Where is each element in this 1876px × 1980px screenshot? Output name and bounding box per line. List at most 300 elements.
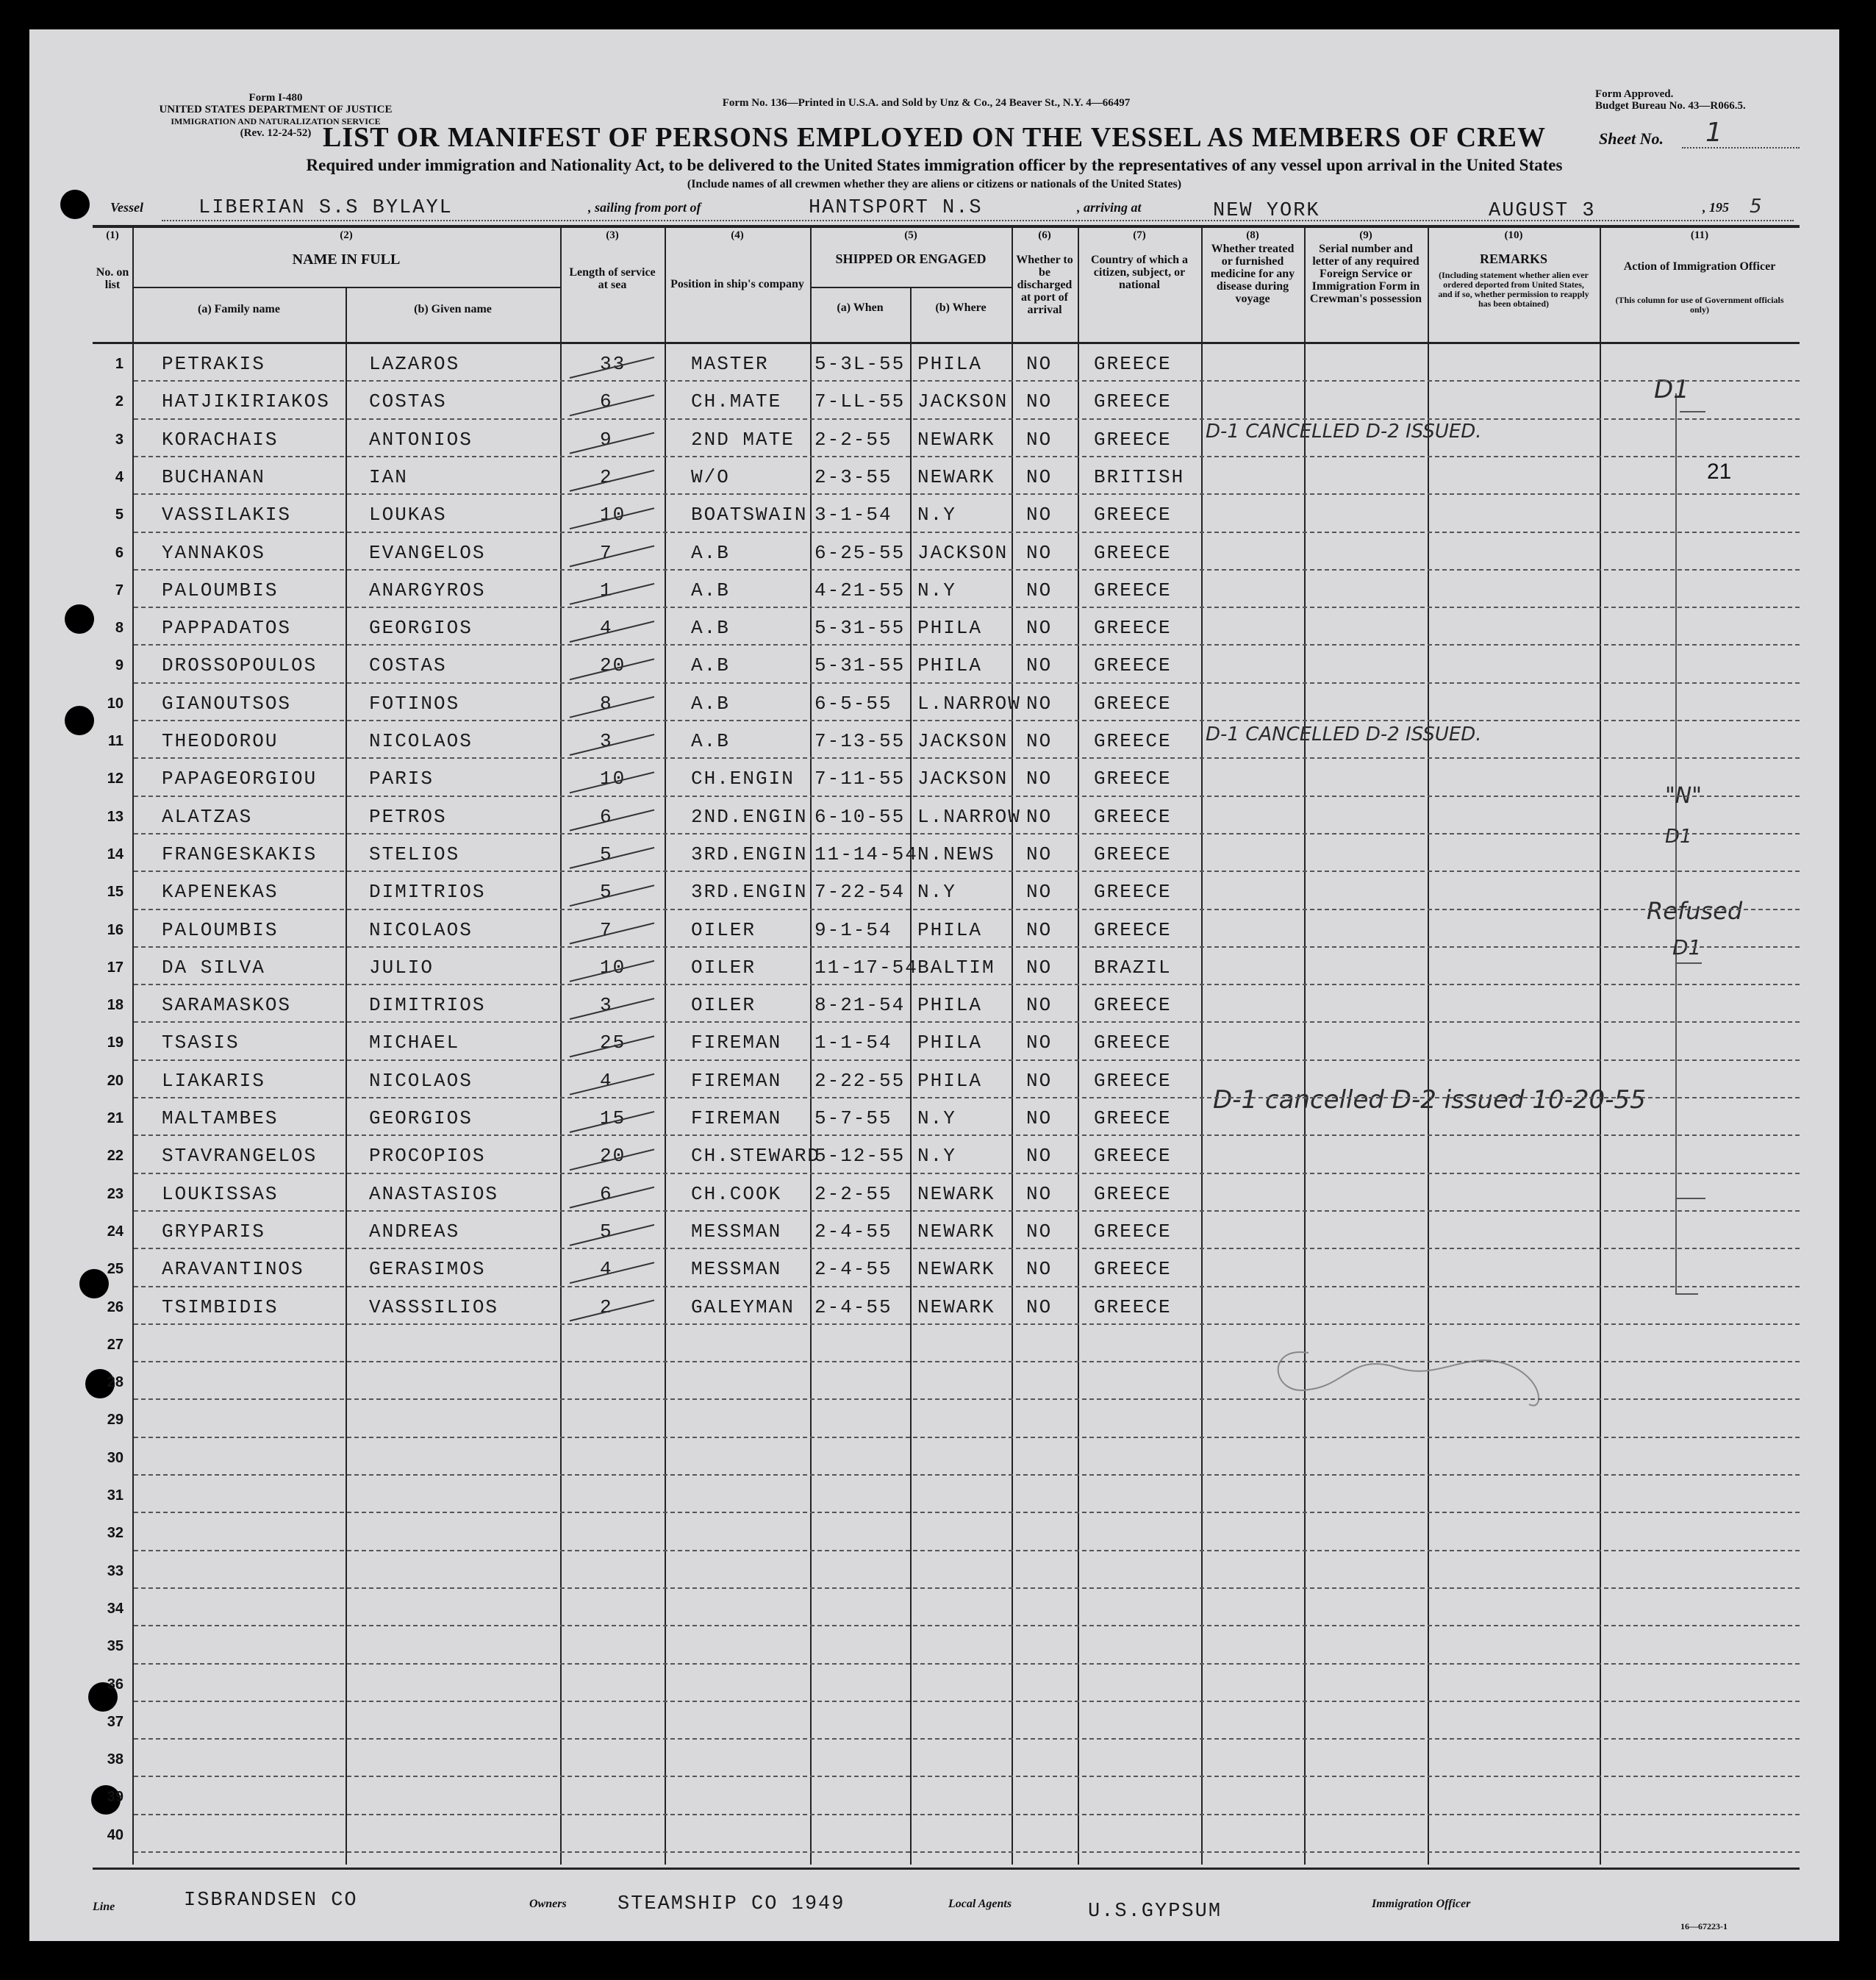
form-id: Form I-480 [248, 92, 303, 104]
length-tick [570, 1187, 654, 1208]
official-count: 21 [1707, 460, 1732, 484]
row-separator [134, 1550, 1800, 1551]
cell-family: PETRAKIS [162, 353, 265, 375]
row-separator [134, 1851, 1800, 1853]
cell-length: 5 [600, 843, 613, 865]
length-tick [570, 1036, 654, 1057]
cell-country: GREECE [1094, 692, 1172, 715]
cell-given: COSTAS [369, 654, 447, 677]
row-number: 40 [107, 1826, 123, 1843]
row-separator [134, 1663, 1800, 1665]
row-separator [134, 493, 1800, 495]
cell-family: KORACHAIS [162, 428, 279, 451]
cell-given: PROCOPIOS [369, 1145, 486, 1168]
cell-country: GREECE [1094, 504, 1172, 526]
row-number: 38 [107, 1751, 123, 1768]
cell-length: 7 [600, 541, 613, 564]
row-number: 26 [107, 1298, 123, 1315]
cell-when: 1-1-54 [815, 1032, 892, 1054]
row-separator [134, 1248, 1800, 1249]
cell-discharged: NO [1026, 654, 1053, 677]
cell-discharged: NO [1026, 390, 1053, 413]
cell-when: 7-13-55 [815, 730, 906, 752]
row-separator [134, 720, 1800, 721]
cell-when: 3-1-54 [815, 504, 892, 526]
cell-discharged: NO [1026, 617, 1053, 640]
row-separator [134, 833, 1800, 834]
cell-discharged: NO [1026, 1069, 1053, 1092]
cell-family: ARAVANTINOS [162, 1258, 304, 1281]
cell-given: NICOLAOS [369, 918, 473, 941]
cell-length: 4 [600, 1258, 613, 1281]
manifest-sheet [29, 29, 1839, 1941]
row-number: 12 [107, 771, 123, 787]
row-number: 14 [107, 846, 123, 862]
row-number: 36 [107, 1676, 123, 1693]
cell-where: NEWARK [917, 1182, 995, 1205]
cell-family: KAPENEKAS [162, 881, 279, 904]
cell-given: VASSSILIOS [369, 1295, 499, 1318]
cell-where: PHILA [917, 654, 983, 677]
cell-position: GALEYMAN [691, 1295, 795, 1318]
remark-row-10: D-1 CANCELLED D-2 ISSUED. [1206, 723, 1482, 746]
row-number: 23 [107, 1185, 123, 1202]
cell-country: GREECE [1094, 918, 1172, 941]
cell-length: 6 [600, 805, 613, 828]
header-remarks: REMARKS [1479, 251, 1547, 266]
row-number: 30 [107, 1449, 123, 1466]
row-separator [134, 456, 1800, 457]
cell-length: 4 [600, 617, 613, 640]
cell-when: 6-10-55 [815, 805, 906, 828]
row-number: 32 [107, 1525, 123, 1542]
row-separator [134, 1814, 1800, 1815]
row-separator [134, 1512, 1800, 1513]
length-tick [570, 1262, 654, 1283]
row-separator [134, 909, 1800, 910]
cell-family: ALATZAS [162, 805, 253, 828]
cell-where: PHILA [917, 1032, 983, 1054]
cell-where: JACKSON [917, 730, 1009, 752]
cell-country: GREECE [1094, 579, 1172, 601]
cell-country: GREECE [1094, 1220, 1172, 1243]
row-separator [134, 1323, 1800, 1325]
length-tick [570, 508, 654, 529]
cell-given: NICOLAOS [369, 730, 473, 752]
cell-given: FOTINOS [369, 692, 460, 715]
row-separator [134, 1474, 1800, 1476]
length-tick [570, 848, 654, 868]
immigration-officer-label: Immigration Officer [1372, 1898, 1471, 1910]
cell-country: BRITISH [1094, 465, 1185, 488]
cell-discharged: NO [1026, 956, 1053, 979]
official-mark-n: "N" [1665, 783, 1703, 809]
cell-given: DIMITRIOS [369, 881, 486, 904]
row-number: 17 [107, 959, 123, 976]
cell-given: MICHAEL [369, 1032, 460, 1054]
page-subtitle-note: (Include names of all crewmen whether they are aliens or citizens or nationals of the United States) [687, 178, 1182, 190]
cell-when: 9-1-54 [815, 918, 892, 941]
col-num: (6) [1038, 229, 1051, 241]
length-tick [570, 546, 654, 567]
cell-given: ANTONIOS [369, 428, 473, 451]
length-tick [570, 1301, 654, 1321]
cell-length: 6 [600, 390, 613, 413]
row-number: 33 [107, 1562, 123, 1579]
cell-where: PHILA [917, 994, 983, 1017]
cell-position: MASTER [691, 353, 769, 375]
row-separator [134, 796, 1800, 797]
cell-when: 2-4-55 [815, 1220, 892, 1243]
cell-length: 33 [600, 353, 626, 375]
cell-where: L.NARROW [917, 692, 1021, 715]
cell-length: 10 [600, 956, 626, 979]
row-separator [134, 1097, 1800, 1098]
cell-country: GREECE [1094, 1182, 1172, 1205]
remark-row-2: D-1 CANCELLED D-2 ISSUED. [1206, 421, 1482, 443]
header-family-name: (a) Family name [198, 303, 280, 315]
cell-when: 6-5-55 [815, 692, 892, 715]
length-tick [570, 659, 654, 679]
header-action: Action of Immigration Officer [1623, 260, 1776, 273]
row-number: 29 [107, 1412, 123, 1429]
cell-family: STAVRANGELOS [162, 1145, 318, 1168]
arrival-date: AUGUST 3 [1489, 200, 1596, 222]
cell-where: N.Y [917, 1145, 956, 1168]
cell-family: YANNAKOS [162, 541, 265, 564]
local-agents-label: Local Agents [948, 1898, 1012, 1910]
header-serial-number: Serial number and letter of any required Foreign Service or Immigration Form in Crewman's possession [1309, 243, 1422, 305]
cell-position: A.B [691, 617, 730, 640]
cell-country: GREECE [1094, 730, 1172, 752]
cell-when: 2-2-55 [815, 1182, 892, 1205]
length-tick [570, 697, 654, 718]
row-separator [134, 984, 1800, 985]
col-num: (10) [1504, 229, 1523, 241]
cell-family: TSASIS [162, 1032, 240, 1054]
cell-where: PHILA [917, 1069, 983, 1092]
cell-discharged: NO [1026, 730, 1053, 752]
cell-country: GREECE [1094, 1295, 1172, 1318]
row-separator [134, 1173, 1800, 1174]
row-number: 39 [107, 1789, 123, 1806]
cell-country: GREECE [1094, 994, 1172, 1017]
row-separator [134, 1738, 1800, 1740]
length-tick [570, 810, 654, 831]
cell-when: 8-21-54 [815, 994, 906, 1017]
row-separator [134, 946, 1800, 948]
cell-discharged: NO [1026, 994, 1053, 1017]
header-when: (a) When [837, 301, 884, 314]
cell-discharged: NO [1026, 465, 1053, 488]
cell-given: NICOLAOS [369, 1069, 473, 1092]
cell-discharged: NO [1026, 918, 1053, 941]
row-number: 31 [107, 1487, 123, 1504]
row-separator [134, 532, 1800, 533]
cell-where: BALTIM [917, 956, 995, 979]
cell-position: W/O [691, 465, 730, 488]
cell-discharged: NO [1026, 881, 1053, 904]
cell-where: PHILA [917, 353, 983, 375]
cell-length: 5 [600, 1220, 613, 1243]
cell-where: NEWARK [917, 1295, 995, 1318]
cell-given: EVANGELOS [369, 541, 486, 564]
cell-position: MESSMAN [691, 1258, 782, 1281]
length-tick [570, 772, 654, 793]
row-number: 27 [107, 1336, 123, 1353]
header-position: Position in ship's company [670, 278, 804, 290]
cell-given: DIMITRIOS [369, 994, 486, 1017]
footer-code: 16—67223-1 [1680, 1921, 1728, 1931]
cell-position: CH.STEWARD [691, 1145, 821, 1168]
cell-country: GREECE [1094, 390, 1172, 413]
owners-value: STEAMSHIP CO 1949 [617, 1893, 845, 1915]
cell-family: LIAKARIS [162, 1069, 265, 1092]
row-number: 11 [107, 733, 123, 749]
cell-position: 3RD.ENGIN [691, 843, 808, 865]
cell-position: 2ND.ENGIN [691, 805, 808, 828]
length-tick [570, 735, 654, 755]
row-separator [134, 1776, 1800, 1777]
cell-when: 5-31-55 [815, 654, 906, 677]
row-number: 9 [115, 657, 123, 674]
cell-where: NEWARK [917, 465, 995, 488]
cell-discharged: NO [1026, 428, 1053, 451]
cell-position: OILER [691, 956, 756, 979]
cell-discharged: NO [1026, 1032, 1053, 1054]
line-label: Line [93, 1901, 115, 1913]
cell-given: GEORGIOS [369, 1107, 473, 1129]
cell-position: A.B [691, 692, 730, 715]
row-number: 10 [107, 695, 123, 712]
row-number: 16 [107, 921, 123, 938]
cell-position: FIREMAN [691, 1107, 782, 1129]
cell-where: N.Y [917, 504, 956, 526]
cell-length: 6 [600, 1182, 613, 1205]
cell-country: GREECE [1094, 654, 1172, 677]
cell-position: BOATSWAIN [691, 504, 808, 526]
length-tick [570, 433, 654, 454]
length-tick [570, 357, 654, 378]
cell-where: NEWARK [917, 1220, 995, 1243]
cell-where: N.Y [917, 881, 956, 904]
row-number: 15 [107, 884, 123, 901]
cell-family: BUCHANAN [162, 465, 265, 488]
cell-country: GREECE [1094, 881, 1172, 904]
cell-country: GREECE [1094, 1107, 1172, 1129]
cell-length: 2 [600, 1295, 613, 1318]
cell-length: 15 [600, 1107, 626, 1129]
length-tick [570, 1225, 654, 1245]
cell-position: CH.ENGIN [691, 768, 795, 790]
header-given-name: (b) Given name [414, 303, 492, 315]
cell-country: GREECE [1094, 541, 1172, 564]
official-mark-row-1: D1 [1654, 375, 1689, 404]
row-separator [134, 871, 1800, 872]
sheet-number: 1 [1705, 118, 1722, 148]
row-number: 34 [107, 1600, 123, 1617]
row-number: 20 [107, 1072, 123, 1089]
row-number: 35 [107, 1638, 123, 1655]
printer-line: Form No. 136—Printed in U.S.A. and Sold by Unz & Co., 24 Beaver St., N.Y. 4—66497 [722, 97, 1131, 109]
cell-position: CH.COOK [691, 1182, 782, 1205]
row-number: 5 [115, 507, 123, 523]
cell-discharged: NO [1026, 1258, 1053, 1281]
agency-name: UNITED STATES DEPARTMENT OF JUSTICE [159, 104, 393, 115]
cell-given: ANARGYROS [369, 579, 486, 601]
row-number: 8 [115, 620, 123, 637]
cell-given: JULIO [369, 956, 434, 979]
year-prefix: , 195 [1703, 200, 1729, 215]
cell-family: SARAMASKOS [162, 994, 292, 1017]
cell-where: L.NARROW [917, 805, 1021, 828]
cell-length: 1 [600, 579, 613, 601]
cell-length: 10 [600, 504, 626, 526]
cell-family: HATJIKIRIAKOS [162, 390, 330, 413]
cell-discharged: NO [1026, 1220, 1053, 1243]
cell-position: CH.MATE [691, 390, 782, 413]
col-num: (2) [340, 229, 353, 241]
sheet-label: Sheet No. [1599, 129, 1664, 148]
cell-given: COSTAS [369, 390, 447, 413]
cell-where: N.NEWS [917, 843, 995, 865]
cell-when: 5-7-55 [815, 1107, 892, 1129]
row-number: 25 [107, 1261, 123, 1278]
cell-length: 7 [600, 918, 613, 941]
cell-when: 7-11-55 [815, 768, 906, 790]
cell-family: GIANOUTSOS [162, 692, 292, 715]
cell-where: PHILA [917, 918, 983, 941]
cell-where: JACKSON [917, 390, 1009, 413]
row-separator [134, 1059, 1800, 1061]
length-tick [570, 471, 654, 491]
cell-family: GRYPARIS [162, 1220, 265, 1243]
cell-country: GREECE [1094, 1258, 1172, 1281]
cell-when: 11-14-54 [815, 843, 918, 865]
col-num: (1) [106, 229, 119, 241]
cell-family: DROSSOPOULOS [162, 654, 318, 677]
cell-given: IAN [369, 465, 408, 488]
local-agents-value: U.S.GYPSUM [1088, 1901, 1222, 1923]
cell-family: PAPPADATOS [162, 617, 292, 640]
row-number: 24 [107, 1223, 123, 1240]
col-num: (5) [904, 229, 917, 241]
length-tick [570, 961, 654, 982]
cell-discharged: NO [1026, 768, 1053, 790]
row-separator [134, 607, 1800, 608]
cell-country: GREECE [1094, 428, 1172, 451]
header-discharged: Whether to be discharged at port of arrival [1016, 254, 1073, 316]
cell-country: GREECE [1094, 843, 1172, 865]
row-number: 21 [107, 1110, 123, 1126]
header-length-of-service: Length of service at sea [569, 266, 656, 291]
cell-discharged: NO [1026, 504, 1053, 526]
length-tick [570, 621, 654, 642]
cell-given: STELIOS [369, 843, 460, 865]
cell-position: MESSMAN [691, 1220, 782, 1243]
length-tick [570, 1149, 654, 1170]
cell-position: 2ND MATE [691, 428, 795, 451]
cell-when: 2-4-55 [815, 1258, 892, 1281]
cell-country: BRAZIL [1094, 956, 1172, 979]
row-number: 4 [115, 468, 123, 485]
cell-when: 2-4-55 [815, 1295, 892, 1318]
cell-discharged: NO [1026, 692, 1053, 715]
cell-discharged: NO [1026, 843, 1053, 865]
page-title: LIST OR MANIFEST OF PERSONS EMPLOYED ON THE VESSEL AS MEMBERS OF CREW [323, 122, 1546, 153]
owners-label: Owners [529, 1898, 567, 1910]
header-medicine: Whether treated or furnished medicine for any disease during voyage [1210, 243, 1295, 305]
cell-discharged: NO [1026, 579, 1053, 601]
year-suffix: 5 [1750, 196, 1762, 218]
row-number: 6 [115, 544, 123, 561]
form-revision: (Rev. 12-24-52) [240, 127, 312, 139]
cell-country: GREECE [1094, 1145, 1172, 1168]
cell-when: 7-LL-55 [815, 390, 906, 413]
cell-length: 4 [600, 1069, 613, 1092]
vessel-name: LIBERIAN S.S BYLAYL [198, 197, 453, 219]
cell-family: PALOUMBIS [162, 579, 279, 601]
header-country: Country of which a citizen, subject, or national [1090, 254, 1188, 291]
row-separator [134, 1361, 1800, 1362]
cell-family: MALTAMBES [162, 1107, 279, 1129]
row-number: 13 [107, 808, 123, 825]
row-separator [134, 1437, 1800, 1438]
cell-discharged: NO [1026, 353, 1053, 375]
cell-where: N.Y [917, 1107, 956, 1129]
row-number: 37 [107, 1713, 123, 1730]
row-separator [134, 569, 1800, 571]
row-separator [134, 1210, 1800, 1212]
remark-row-20: D-1 cancelled D-2 issued 10-20-55 [1213, 1085, 1646, 1115]
cell-family: PAPAGEORGIOU [162, 768, 318, 790]
length-tick [570, 1112, 654, 1132]
cell-length: 20 [600, 654, 626, 677]
col-num: (8) [1246, 229, 1259, 241]
col-num: (9) [1359, 229, 1372, 241]
cell-discharged: NO [1026, 541, 1053, 564]
arrival-port: NEW YORK [1213, 200, 1320, 222]
cell-given: ANDREAS [369, 1220, 460, 1243]
row-separator [134, 418, 1800, 420]
cell-where: NEWARK [917, 1258, 995, 1281]
row-separator [134, 1701, 1800, 1702]
cell-given: GERASIMOS [369, 1258, 486, 1281]
cell-length: 8 [600, 692, 613, 715]
row-number: 22 [107, 1148, 123, 1165]
header-remarks-note: (Including statement whether alien ever ordered deported from United States, and if so, whether permission to reapply has been obtained) [1438, 270, 1589, 309]
official-mark-d1: D1 [1665, 826, 1692, 848]
departure-port: HANTSPORT N.S [809, 197, 983, 219]
cell-position: FIREMAN [691, 1032, 782, 1054]
cell-position: A.B [691, 730, 730, 752]
cell-position: OILER [691, 994, 756, 1017]
row-number: 2 [115, 393, 123, 410]
cell-where: N.Y [917, 579, 956, 601]
row-separator [134, 1134, 1800, 1136]
shipping-line: ISBRANDSEN CO [184, 1890, 358, 1912]
cell-length: 25 [600, 1032, 626, 1054]
row-number: 1 [115, 356, 123, 372]
cell-length: 5 [600, 881, 613, 904]
row-separator [134, 1587, 1800, 1589]
cell-length: 10 [600, 768, 626, 790]
cell-where: JACKSON [917, 768, 1009, 790]
cell-discharged: NO [1026, 805, 1053, 828]
row-number: 3 [115, 431, 123, 448]
row-separator [134, 1625, 1800, 1626]
cell-when: 6-25-55 [815, 541, 906, 564]
